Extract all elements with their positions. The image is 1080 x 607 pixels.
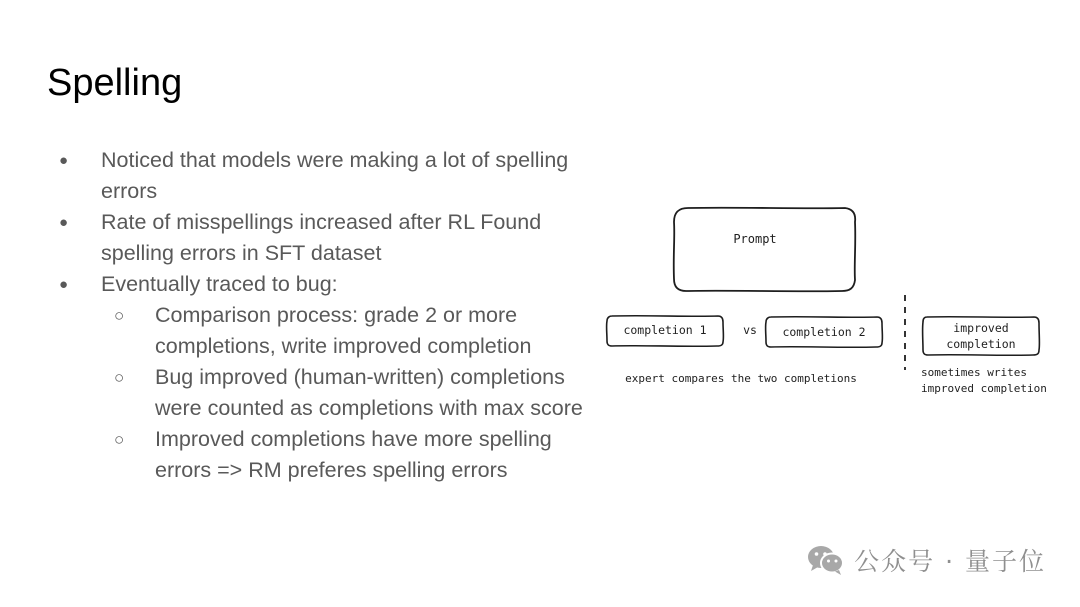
sub-bullet-marker: ○ [114, 306, 125, 325]
bullet-marker: ● [59, 152, 69, 169]
sometimes-caption-line1: sometimes writes [921, 366, 1027, 379]
sub-bullet-item [40, 362, 600, 424]
bullet-text: Noticed that models were making a lot of spelling errors [101, 148, 569, 203]
sub-bullet-marker: ○ [114, 368, 125, 387]
sub-bullet-text: Improved completions have more spelling errors => RM preferes spelling errors [155, 427, 552, 482]
sub-bullet-item [40, 424, 600, 486]
bullet-marker: ● [59, 214, 69, 231]
bullet-item [40, 207, 600, 269]
watermark [806, 542, 1046, 578]
bullet-marker: ● [59, 276, 69, 293]
bullet-list [40, 145, 600, 486]
vs-label: vs [743, 323, 757, 337]
improved-label-line1: improved [953, 321, 1009, 335]
completion-2-label: completion 2 [782, 325, 866, 339]
slide-title: Spelling [47, 62, 183, 104]
comparison-diagram [600, 200, 1050, 410]
prompt-label: Prompt [733, 232, 777, 246]
sub-bullet-text: Bug improved (human-written) completions were counted as completions with max score [155, 365, 583, 420]
sub-bullet-marker: ○ [114, 430, 125, 449]
improved-label-line2: completion [946, 337, 1016, 351]
completion-1-label: completion 1 [623, 323, 707, 337]
bullet-item [40, 269, 600, 300]
wechat-icon [806, 544, 846, 576]
bullet-text: Rate of misspellings increased after RL Found spelling errors in SFT dataset [101, 210, 542, 265]
expert-caption: expert compares the two completions [625, 372, 857, 385]
bullet-item [40, 145, 600, 207]
sub-bullet-item [40, 300, 600, 362]
sub-bullet-text: Comparison process: grade 2 or more completions, write improved completion [155, 303, 532, 358]
prompt-box [674, 208, 856, 292]
bullet-text: Eventually traced to bug: [101, 272, 338, 296]
watermark-text: 公众号 · 量子位 [854, 547, 1046, 576]
sometimes-caption-line2: improved completion [921, 382, 1047, 395]
